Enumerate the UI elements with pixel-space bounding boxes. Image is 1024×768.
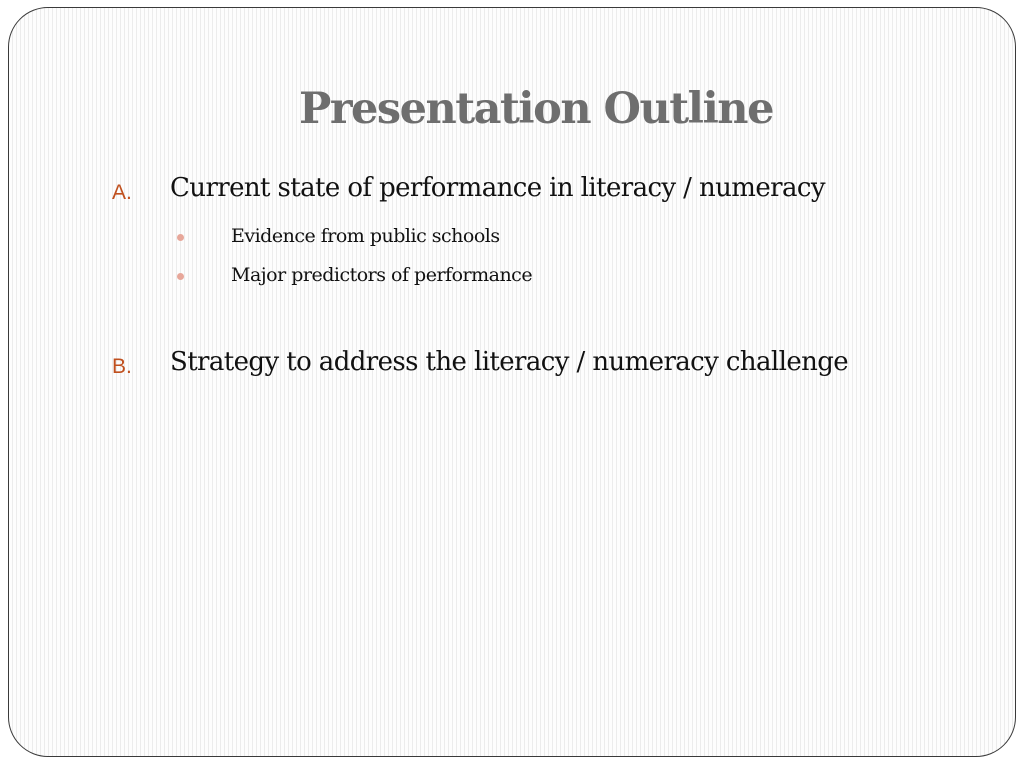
item-a-marker: A. [112,181,132,204]
slide-title: Presentation Outline [299,84,773,134]
item-a-text: Current state of performance in literacy / numeracy [170,173,825,203]
subitem-text: Evidence from public schools [231,225,500,247]
subitem-text: Major predictors of performance [231,264,533,286]
bullet-dot-icon [177,273,184,280]
bullet-dot-icon [177,234,184,241]
item-b-marker: B. [112,355,132,378]
item-b-text: Strategy to address the literacy / numeracy challenge [170,347,849,377]
